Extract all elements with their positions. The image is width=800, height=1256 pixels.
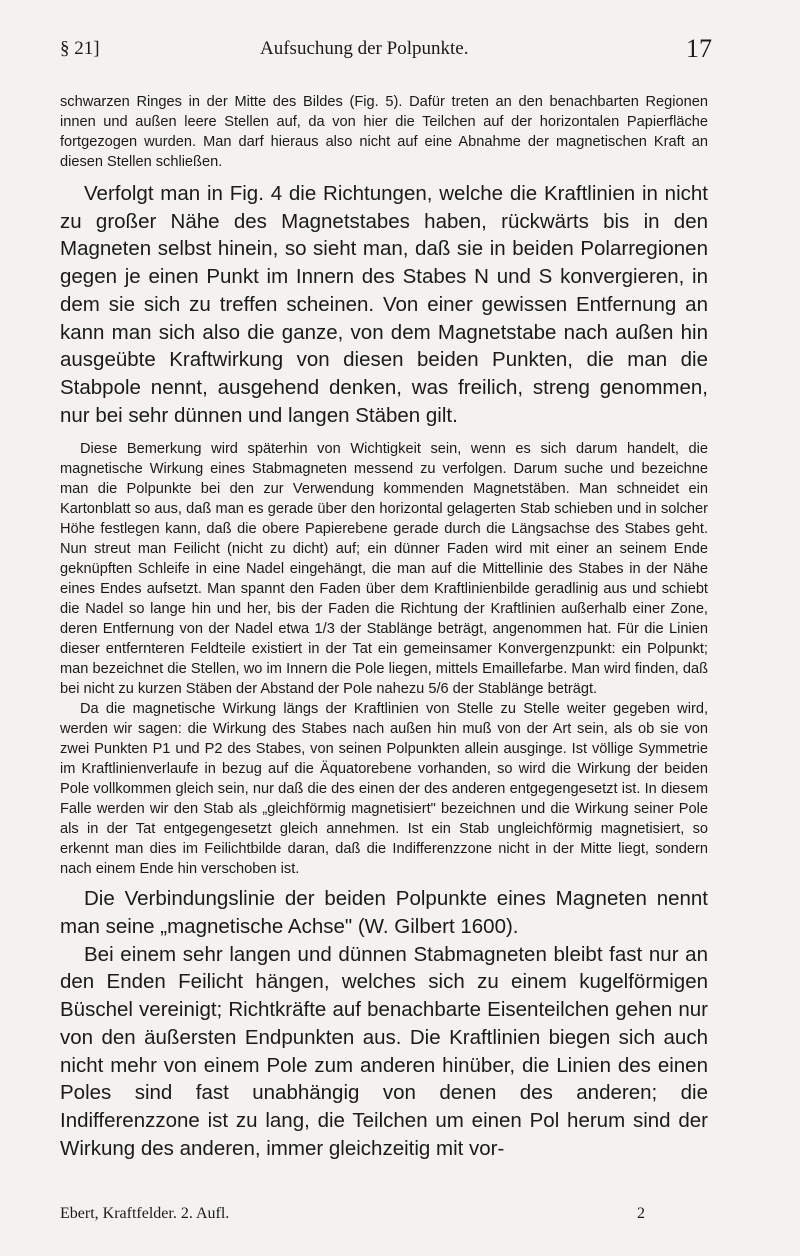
paragraph-stabpole: Verfolgt man in Fig. 4 die Richtungen, welche die Kraftlinien in nicht zu großer Nähe des Magnetstabes haben, rückwärts bis in den Magneten selbst hinein, so sieht man, daß sie in beiden Polarregionen gegen je einen Punkt im Innern des Stabes N und S konvergieren, in dem sie sich zu treffen scheinen. Von einer gewissen Entfernung an kann man sich also die ganze, von dem Magnetstabe nach außen hin ausgeübte Kraftwirkung von diesen beiden Punkten, die man die Stabpole nennt, ausgehend denken, was freilich, streng genommen, nur bei sehr dünnen und langen Stäben gilt. <box>60 182 708 427</box>
book-reference: Ebert, Kraftfelder. 2. Aufl. <box>60 1205 230 1222</box>
page-number: 17 <box>686 34 712 63</box>
page-footer <box>60 1205 645 1229</box>
page-header <box>60 36 710 72</box>
paragraph-magnetic-axis: Die Verbindungslinie der beiden Polpunkte eines Magneten nennt man seine „magnetische Achse" (W. Gilbert 1600). <box>60 887 708 939</box>
paragraph-long-thin-magnet: Bei einem sehr langen und dünnen Stabmagneten bleibt fast nur an den Enden Feilicht hängen, welches sich zu einem kugelförmigen Büschel vereinigt; Richtkräfte auf benachbarte Eisenteilchen gehen nur von den äußersten Endpunkten aus. Die Kraftlinien biegen sich auch nicht mehr von einem Pole zum anderen hinüber, die Linien des einen Poles sind fast unabhängig von denen des anderen; die Indifferenzzone ist zu lang, die Teilchen um einen Pol herum sind der Wirkung des anderen, immer gleichzeitig mit vor- <box>60 942 708 1160</box>
section-marker: § 21] <box>60 38 100 59</box>
paragraph-symmetry: Da die magnetische Wirkung längs der Kraftlinien von Stelle zu Stelle weiter gegeben wird, werden wir sagen: die Wirkung des Stabes nach außen hin muß von der Art sein, als ob sie von zwei Punkten P1 und P2 des Stabes, von seinen Polpunkten allein ausginge. Ist völlige Symmetrie im Kraftlinienverlaufe in bezug auf die Äquatorebene vorhanden, so wird die Wirkung der beiden Pole vollkommen gleich sein, nur daß die des einen der des anderen entgegengesetzt ist. In diesem Falle werden wir den Stab als „gleichförmig magnetisiert" bezeichnen und die Wirkung seiner Pole als in der Tat entgegengesetzt gleich annehmen. Ist ein Stab ungleichförmig magnetisiert, so erkennt man dies im Feilichtbilde daran, daß die Indifferenzzone nicht in der Mitte liegt, sondern nach einem Ende hin verschoben ist. <box>60 701 708 878</box>
page-body <box>60 92 708 1162</box>
paragraph-continuation: schwarzen Ringes in der Mitte des Bildes (Fig. 5). Dafür treten an den benachbarten Regionen innen und außen leere Stellen auf, da von hier die Teilchen auf der horizontalen Papierfläche fortgezogen wurden. Man darf hieraus also nicht auf eine Abnahme der magnetischen Kraft an diesen Stellen schließen. <box>60 94 708 170</box>
paragraph-polpunkte-procedure: Diese Bemerkung wird späterhin von Wichtigkeit sein, wenn es sich darum handelt, die magnetische Wirkung eines Stabmagneten messend zu verfolgen. Darum suche und bezeichne man die Polpunkte bei den zur Verwendung kommenden Magnetstäben. Man schneidet ein Kartonblatt so aus, daß man es gerade über den horizontal gelagerten Stab schieben und in solcher Höhe festlegen kann, daß die obere Papierebene gerade durch die Längsachse des Stabes geht. Nun streut man Feilicht (nicht zu dicht) auf; ein dünner Faden wird mit einer an seinem Ende geknüpften Schleife in eine Nadel eingehängt, die man auf die Mittellinie des Stabes in der Nähe eines Endes aufsetzt. Man spannt den Faden über dem Kraftlinienbilde geradlinig aus und schiebt die Nadel so lange hin und her, bis der Faden die Richtung der Kraftlinien außerhalb einer Zone, deren Entfernung von der Nadel etwa 1/3 der Stablänge beträgt, angenommen hat. Für die Linien dieser entfernteren Feldteile existiert in der Tat ein gemeinsamer Konvergenzpunkt: ein Polpunkt; man bezeichnet die Stellen, wo im Innern die Pole liegen, mittels Emaillefarbe. Man wird finden, daß bei nicht zu kurzen Stäben der Abstand der Pole nahezu 5/6 der Stablänge beträgt. <box>60 441 708 698</box>
running-title: Aufsuchung der Polpunkte. <box>260 38 469 59</box>
signature-mark: 2 <box>637 1205 645 1222</box>
